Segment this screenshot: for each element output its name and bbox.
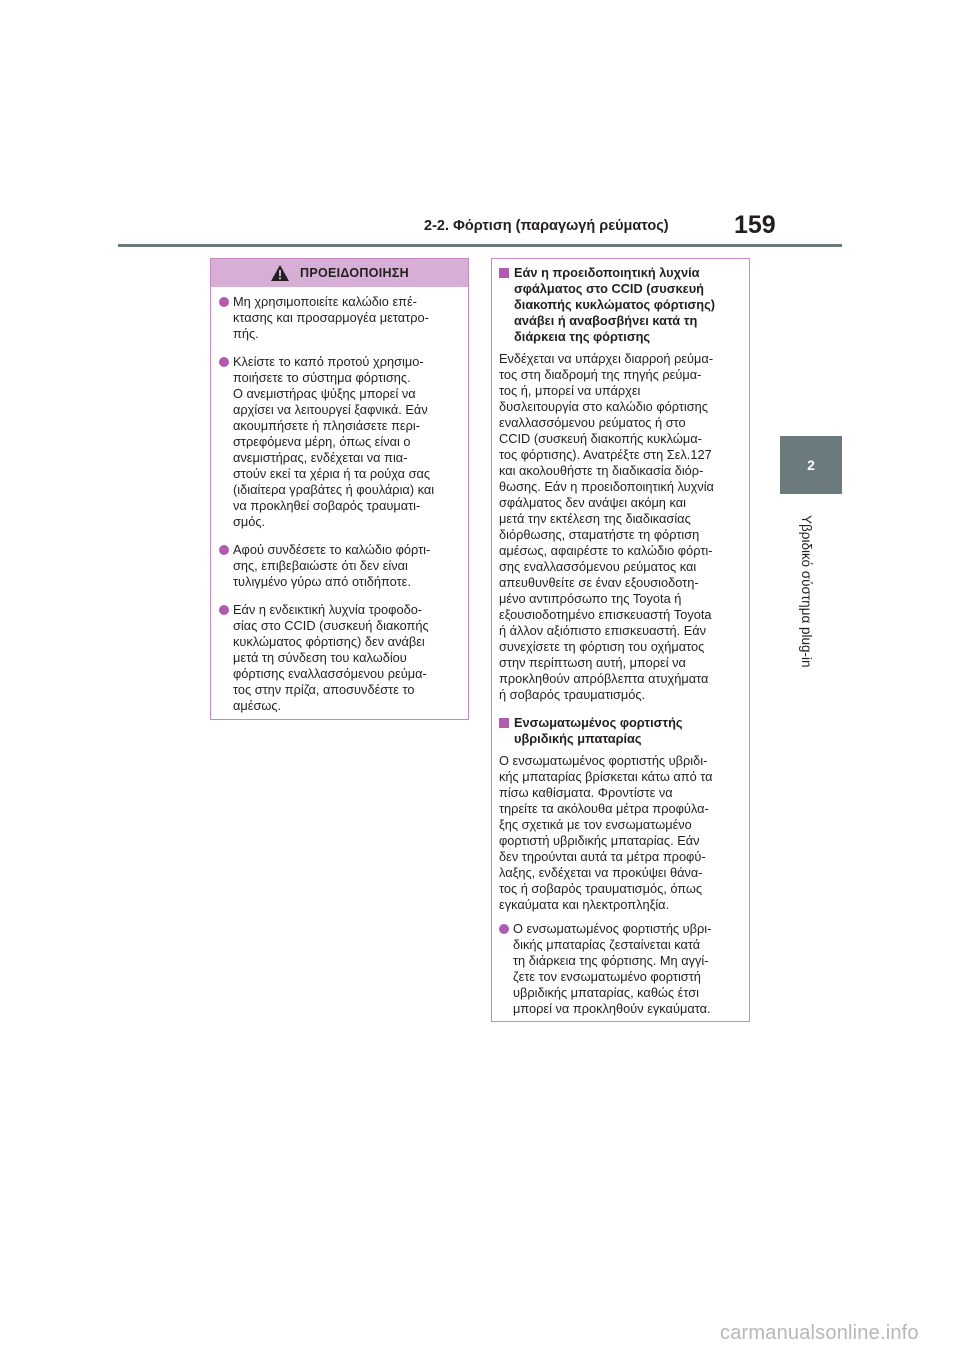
text-line: σης εναλλασσόμενου ρεύματος και	[499, 559, 697, 574]
bullet-dot-icon	[219, 605, 229, 615]
text-line: δυσλειτουργία στο καλώδιο φόρτισης	[499, 399, 708, 414]
bullet-line: ζετε τον ενσωματωμένο φορτιστή	[513, 969, 701, 984]
text-line: δεν τηρούνται αυτά τα μέτρα προφύ-	[499, 849, 706, 864]
text-line: ξης σχετικά με τον ενσωματωμένο	[499, 817, 692, 832]
text-line: προκληθούν απρόβλεπτα ατυχήματα	[499, 671, 709, 686]
warning-triangle-icon	[270, 264, 290, 282]
text-line: τος φόρτισης). Ανατρέξτε στη Σελ.127	[499, 447, 712, 462]
bullet-line: τη διάρκεια της φόρτισης. Μη αγγί-	[513, 953, 709, 968]
watermark: carmanualsonline.info	[720, 1322, 919, 1344]
bullet-dot-icon	[499, 924, 509, 934]
square-bullet-icon	[499, 718, 509, 728]
page-number: 159	[734, 211, 776, 239]
square-bullet-icon	[499, 268, 509, 278]
text-line: θωσης. Εάν η προειδοποιητική λυχνία	[499, 479, 714, 494]
warning-item	[219, 354, 458, 530]
info-body	[492, 259, 749, 1017]
warning-item	[219, 542, 458, 590]
warning-item-line: στούν εκεί τα χέρια ή τα ρούχα σας	[233, 466, 431, 481]
bullet-line: Ο ενσωματωμένος φορτιστής υβρι-	[513, 921, 712, 936]
warning-item-line: τυλιγμένο γύρω από οτιδήποτε.	[233, 574, 411, 589]
bullet-dot-icon	[219, 297, 229, 307]
heading-line: υβριδικής μπαταρίας	[514, 731, 642, 746]
section-title: 2-2. Φόρτιση (παραγωγή ρεύματος)	[424, 218, 669, 234]
bullet-line: δικής μπαταρίας ζεσταίνεται κατά	[513, 937, 701, 952]
text-line: τος ή σοβαρός τραυματισμός, όπως	[499, 881, 703, 896]
warning-item-line: αρχίσει να λειτουργεί ξαφνικά. Εάν	[233, 402, 428, 417]
text-line: ή σοβαρός τραυματισμός.	[499, 687, 646, 702]
text-line: απευθυνθείτε σε έναν εξουσιοδοτη-	[499, 575, 699, 590]
text-line: τος ή, μπορεί να υπάρχει	[499, 383, 641, 398]
warning-item-line: ανεμιστήρας, ενδέχεται να πια-	[233, 450, 408, 465]
bullet-dot-icon	[219, 545, 229, 555]
warning-item-line: ποιήσετε το σύστημα φόρτισης.	[233, 370, 411, 385]
heading-line: Ενσωματωμένος φορτιστής	[514, 715, 683, 730]
bullet-line: μπορεί να προκληθούν εγκαύματα.	[513, 1001, 711, 1016]
text-line: εγκαύματα και ηλεκτροπληξία.	[499, 897, 670, 912]
text-line: εναλλασσόμενου ρεύματος ή στο	[499, 415, 686, 430]
warning-item-line: σης, επιβεβαιώστε ότι δεν είναι	[233, 558, 408, 573]
heading-line: διάρκεια της φόρτισης	[514, 329, 651, 344]
text-line: τηρείτε τα ακόλουθα μέτρα προφύλα-	[499, 801, 709, 816]
text-line: σφάλματος δεν ανάψει ακόμη και	[499, 495, 686, 510]
warning-item-line: Κλείστε το καπό προτού χρησιμο-	[233, 354, 424, 369]
warning-title: ΠΡΟΕΙΔΟΠΟΙΗΣΗ	[300, 266, 409, 280]
heading-line: Εάν η προειδοποιητική λυχνία	[514, 265, 700, 280]
warning-item-line: κυκλώματος φόρτισης) δεν ανάβει	[233, 634, 425, 649]
warning-item-line: ακουμπήσετε ή πλησιάσετε περι-	[233, 418, 420, 433]
header-divider	[118, 244, 842, 247]
text-line: εξουσιοδοτημένο επισκευαστή Toyota	[499, 607, 712, 622]
text-line: μετά την εκτέλεση της διαδικασίας	[499, 511, 691, 526]
warning-body	[211, 287, 468, 714]
warning-box	[210, 258, 469, 720]
bullet-line: υβριδικής μπαταρίας, καθώς έτσι	[513, 985, 699, 1000]
text-line: Ο ενσωματωμένος φορτιστής υβριδι-	[499, 753, 708, 768]
warning-item-line: να προκληθεί σοβαρός τραυματι-	[233, 498, 421, 513]
ccid-warning-text	[499, 351, 741, 703]
charger-heading	[499, 715, 741, 747]
text-line: μένο αντιπρόσωπο της Toyota ή	[499, 591, 682, 606]
warning-item-line: Εάν η ενδεικτική λυχνία τροφοδο-	[233, 602, 423, 617]
warning-item-line: στρεφόμενα μέρη, όπως είναι ο	[233, 434, 411, 449]
chapter-tab	[780, 436, 842, 494]
bullet-dot-icon	[219, 357, 229, 367]
warning-item-line: αμέσως.	[233, 698, 282, 713]
text-line: CCID (συσκευή διακοπής κυκλώμα-	[499, 431, 702, 446]
warning-header	[211, 259, 468, 287]
heading-line: διακοπής κυκλώματος φόρτισης)	[514, 297, 716, 312]
text-line: αμέσως, αφαιρέστε το καλώδιο φόρτι-	[499, 543, 713, 558]
text-line: πίσω καθίσματα. Φροντίστε να	[499, 785, 673, 800]
warning-item-line: μετά τη σύνδεση του καλωδίου	[233, 650, 407, 665]
warning-item-line: φόρτισης εναλλασσόμενου ρεύμα-	[233, 666, 427, 681]
warning-item-line: τος στην πρίζα, αποσυνδέστε το	[233, 682, 415, 697]
text-line: και ακολουθήστε τη διαδικασία διόρ-	[499, 463, 704, 478]
warning-item-line: σίας στο CCID (συσκευή διακοπής	[233, 618, 429, 633]
warning-item-line: Ο ανεμιστήρας ψύξης μπορεί να	[233, 386, 416, 401]
warning-item-line: Μη χρησιμοποιείτε καλώδιο επέ-	[233, 294, 417, 309]
warning-item-line: Αφού συνδέσετε το καλώδιο φόρτι-	[233, 542, 431, 557]
text-line: κής μπαταρίας βρίσκεται κάτω από τα	[499, 769, 713, 784]
text-line: ή άλλον αξιόπιστο επισκευαστή. Εάν	[499, 623, 707, 638]
text-line: Ενδέχεται να υπάρχει διαρροή ρεύμα-	[499, 351, 714, 366]
text-line: στην περίπτωση αυτή, μπορεί να	[499, 655, 686, 670]
charger-text	[499, 753, 741, 913]
heading-line: ανάβει ή αναβοσβήνει κατά τη	[514, 313, 698, 328]
warning-item-line: κτασης και προσαρμογέα μετατρο-	[233, 310, 429, 325]
text-line: λαξης, ενδέχεται να προκύψει θάνα-	[499, 865, 703, 880]
info-box	[491, 258, 750, 1022]
warning-item-line: σμός.	[233, 514, 266, 529]
warning-item	[219, 294, 458, 342]
text-line: τος στη διαδρομή της πηγής ρεύμα-	[499, 367, 702, 382]
warning-item	[219, 602, 458, 714]
chapter-title: Υβριδικό σύστημα plug-in	[799, 515, 814, 668]
text-line: φορτιστή υβριδικής μπαταρίας. Εάν	[499, 833, 700, 848]
warning-item-line: (ιδιαίτερα γραβάτες ή φουλάρια) και	[233, 482, 435, 497]
charger-bullet	[499, 921, 741, 1017]
text-line: συνεχίσετε τη φόρτιση του οχήματος	[499, 639, 705, 654]
ccid-warning-heading	[499, 265, 741, 345]
warning-item-line: πής.	[233, 326, 259, 341]
chapter-number: 2	[807, 457, 815, 473]
heading-line: σφάλματος στο CCID (συσκευή	[514, 281, 704, 296]
text-line: διόρθωσης, σταματήστε τη φόρτιση	[499, 527, 700, 542]
